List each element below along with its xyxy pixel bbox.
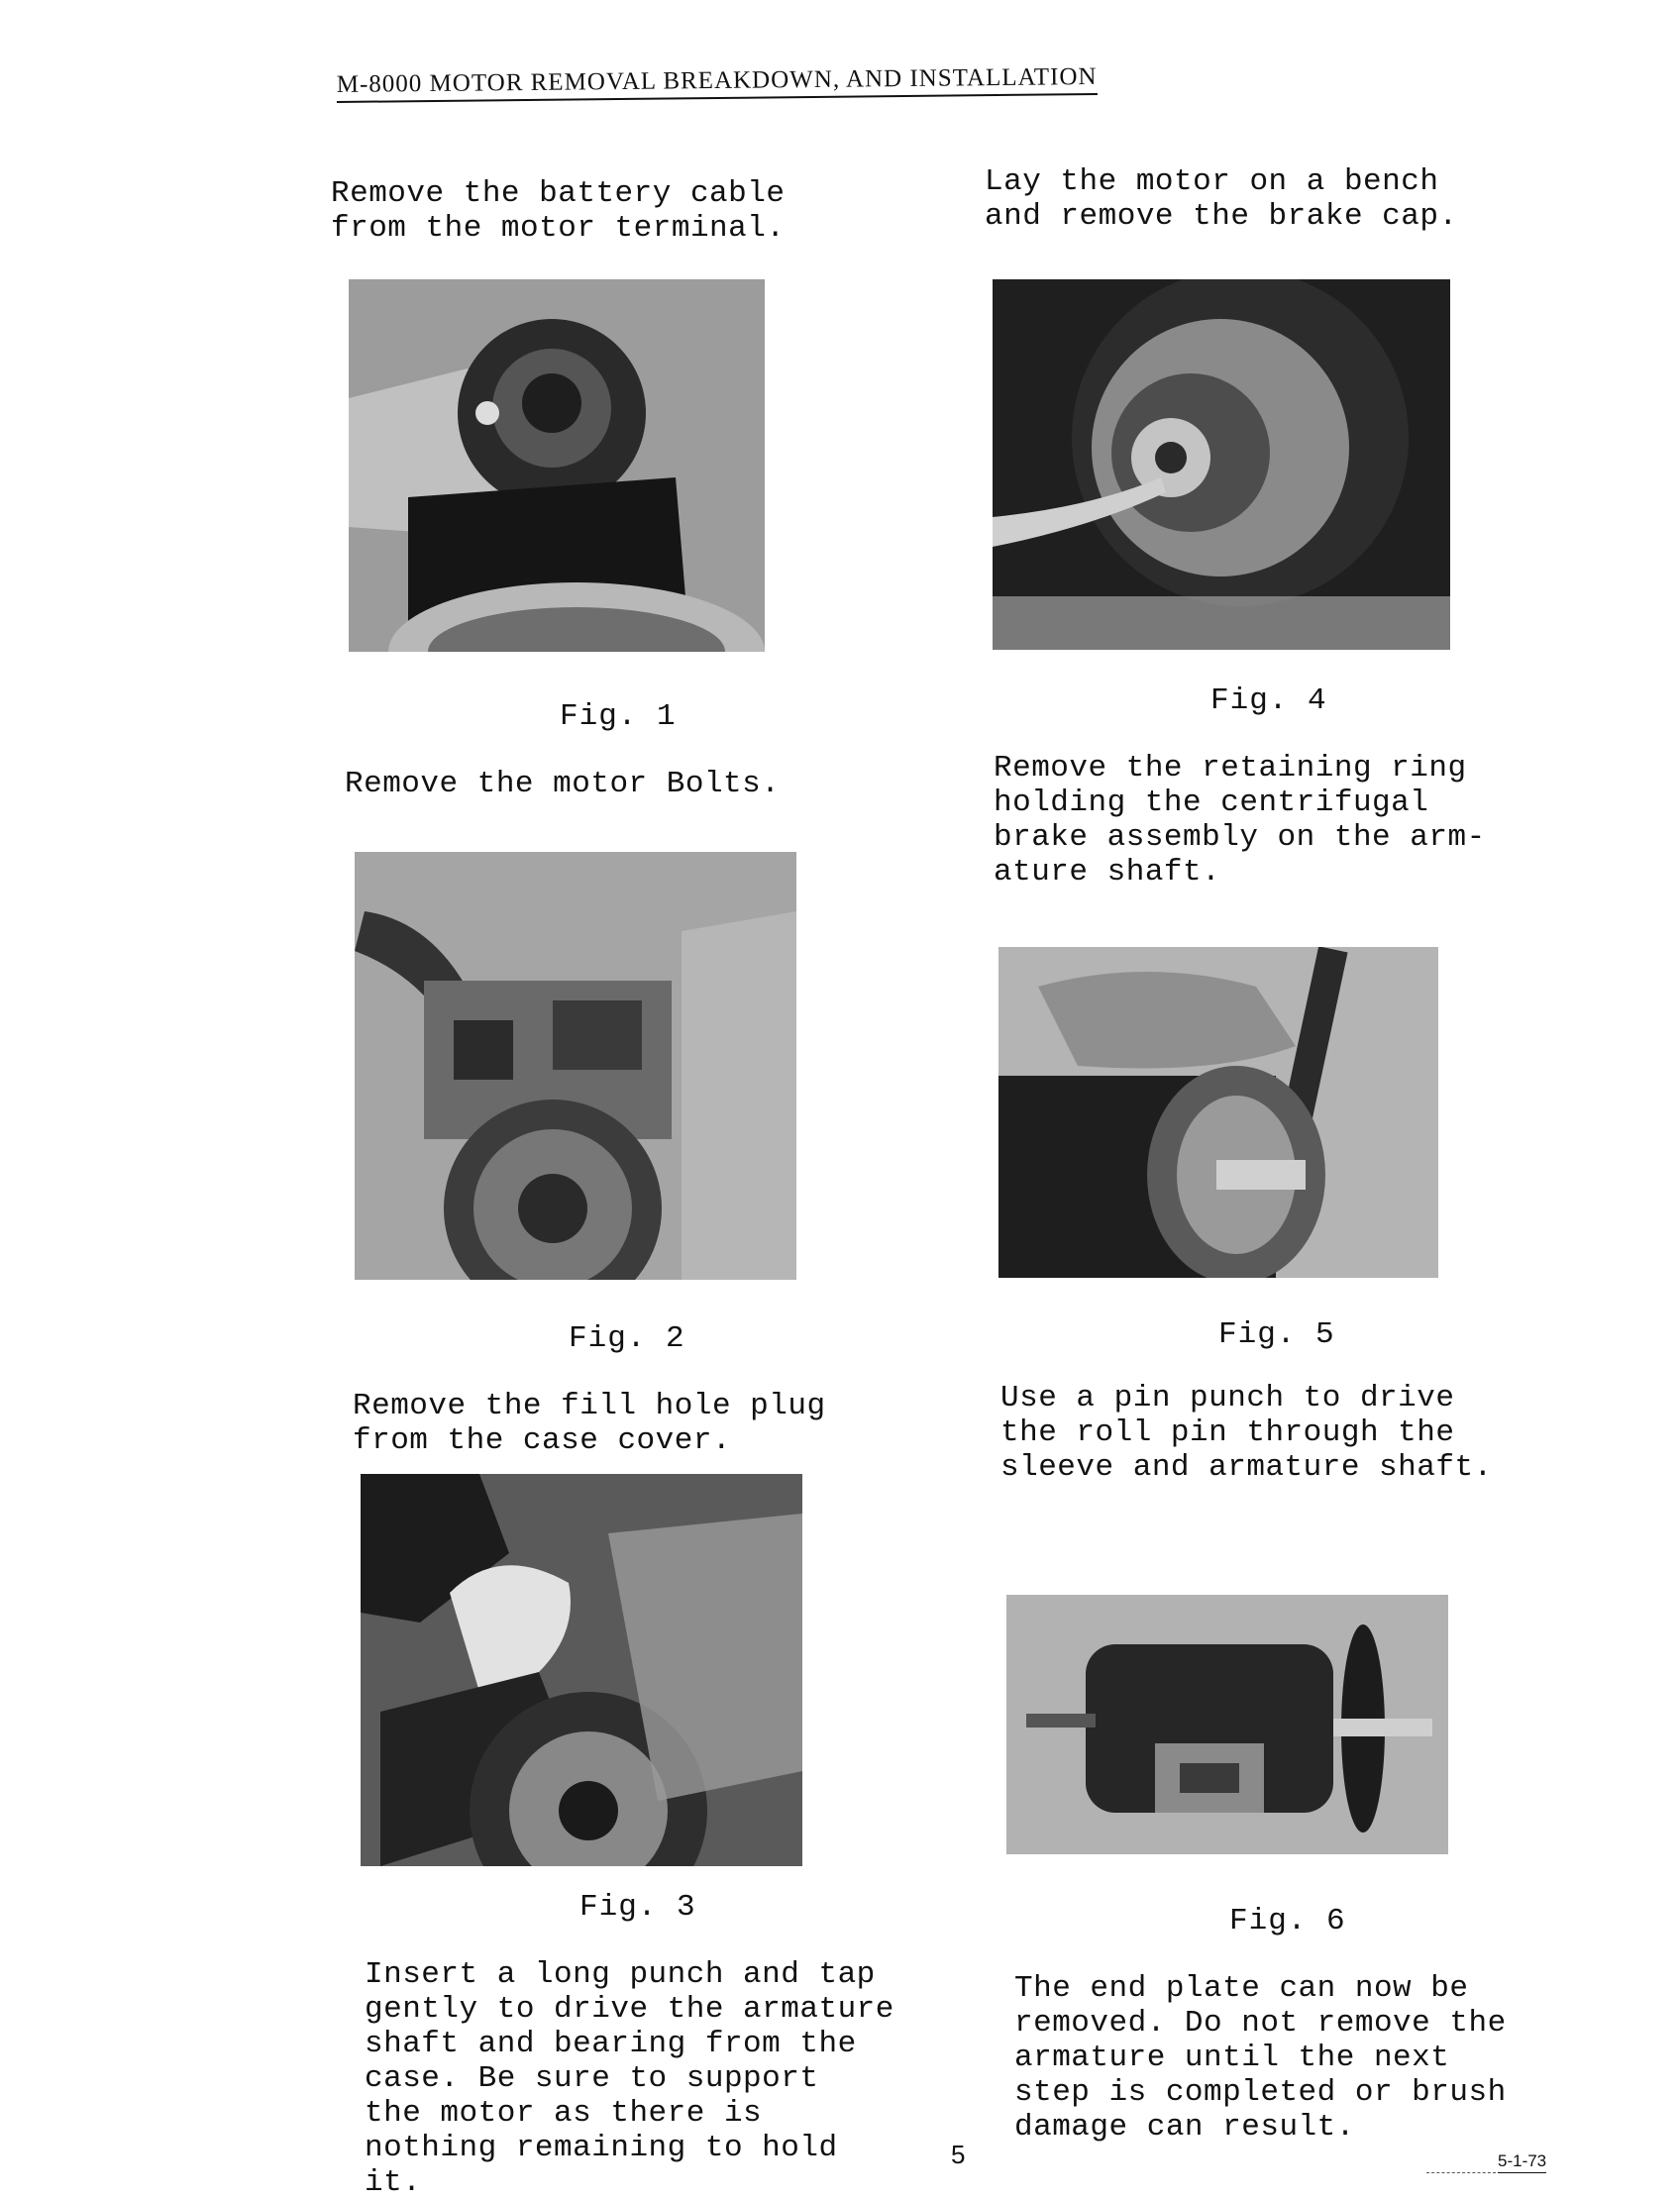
fig-2-label: Fig. 2: [569, 1321, 685, 1356]
revision-date: 5-1-73: [1498, 2151, 1546, 2173]
fig-2-photo: [355, 852, 796, 1280]
fig-4-photo: [993, 279, 1450, 650]
fig-5-photo: [998, 947, 1438, 1278]
fig-1-photo: [349, 279, 765, 652]
fig-5-label: Fig. 5: [1218, 1317, 1335, 1352]
fig-6-label: Fig. 6: [1229, 1904, 1346, 1938]
step-1-text: Remove the battery cable from the motor terminal.: [331, 176, 786, 246]
fig-3-photo: [361, 1474, 802, 1866]
step-8-text: The end plate can now be removed. Do not remove the armature until the next step is completed or brush damage can result.: [1014, 1971, 1507, 2145]
page-title: M-8000 MOTOR REMOVAL BREAKDOWN, AND INSTALLATION: [337, 63, 1098, 103]
footer-rule: [1426, 2172, 1496, 2173]
step-7-text: Insert a long punch and tap gently to drive the armature shaft and bearing from the case. Be sure to support the motor as there is nothing remaining to hold it.: [365, 1957, 894, 2200]
step-2-text: Remove the motor Bolts.: [345, 767, 781, 801]
page-number: 5: [951, 2140, 966, 2169]
fig-4-label: Fig. 4: [1210, 683, 1327, 718]
fig-6-photo: [1006, 1595, 1448, 1854]
fig-3-label: Fig. 3: [579, 1890, 696, 1925]
step-3-text: Remove the fill hole plug from the case cover.: [353, 1389, 826, 1458]
fig-1-label: Fig. 1: [560, 699, 677, 734]
step-6-text: Use a pin punch to drive the roll pin through the sleeve and armature shaft.: [1000, 1381, 1493, 1485]
step-5-text: Remove the retaining ring holding the centrifugal brake assembly on the arm- ature shaft.: [994, 751, 1486, 890]
step-4-text: Lay the motor on a bench and remove the brake cap.: [985, 164, 1458, 234]
